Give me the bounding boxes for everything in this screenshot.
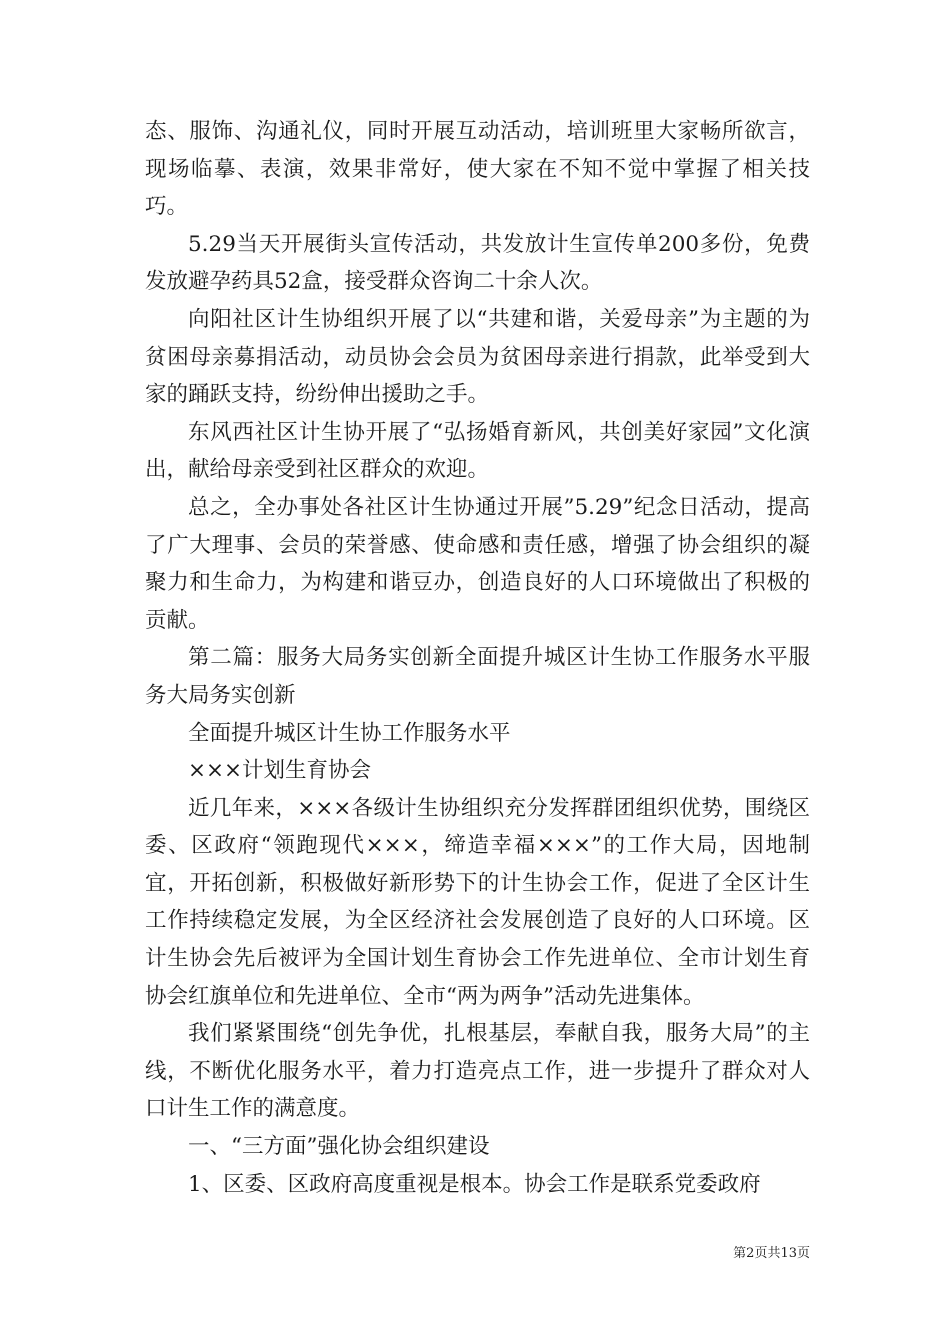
- subheading: 一、“三方面”强化协会组织建设: [188, 1134, 490, 1160]
- paragraph-10: 我们紧紧围绕“创先争优，扎根基层，奉献自我，服务大局”的主线，不断优化服务水平，着力打造亮点工作，进一步提升了群众对人口计生工作的满意度。: [145, 1021, 810, 1122]
- document-body: [145, 113, 810, 1203]
- subtitle: 全面提升城区计生协工作服务水平: [188, 720, 511, 746]
- paragraph-12: 1、区委、区政府高度重视是根本。协会工作是联系党委政府: [188, 1171, 761, 1197]
- section-heading: 第二篇：服务大局务实创新全面提升城区计生协工作服务水平服务大局务实创新: [145, 645, 810, 708]
- paragraph-4: 东风西社区计生协开展了“弘扬婚育新风，共创美好家园”文化演出，献给母亲受到社区群众的欢迎。: [145, 419, 810, 483]
- page-number: 第2页共13页: [733, 1246, 810, 1261]
- paragraph-9: 近几年来，×××各级计生协组织充分发挥群团组织优势，围绕区委、区政府“领跑现代×××，缔造幸福×××”的工作大局，因地制宜，开拓创新，积极做好新形势下的计生协会工作，促进了全区计生工作持续稳定发展，为全区经济社会发展创造了良好的人口环境。区计生协会先后被评为全国计划生育协会工作先进单位、全市计划生育协会红旗单位和先进单位、全市“两为两争”活动先进集体。: [145, 795, 810, 1009]
- paragraph-1: 态、服饰、沟通礼仪，同时开展互动活动，培训班里大家畅所欲言，现场临摹、表演，效果非常好，使大家在不知不觉中掌握了相关技巧。: [145, 119, 810, 220]
- paragraph-5: 总之，全办事处各社区计生协通过开展”5.29”纪念日活动，提高了广大理事、会员的荣誉感、使命感和责任感，增强了协会组织的凝聚力和生命力，为构建和谐豆办，创造良好的人口环境做出了积极的贡献。: [145, 494, 810, 633]
- paragraph-2: 5.29当天开展街头宣传活动，共发放计生宣传单200多份，免费发放避孕药具52盒，接受群众咨询二十余人次。: [145, 231, 810, 295]
- paragraph-3: 向阳社区计生协组织开展了以“共建和谐，关爱母亲”为主题的为贫困母亲募捐活动，动员协会会员为贫困母亲进行捐款，此举受到大家的踊跃支持，纷纷伸出援助之手。: [145, 306, 810, 408]
- author-line: ×××计划生育协会: [188, 758, 372, 784]
